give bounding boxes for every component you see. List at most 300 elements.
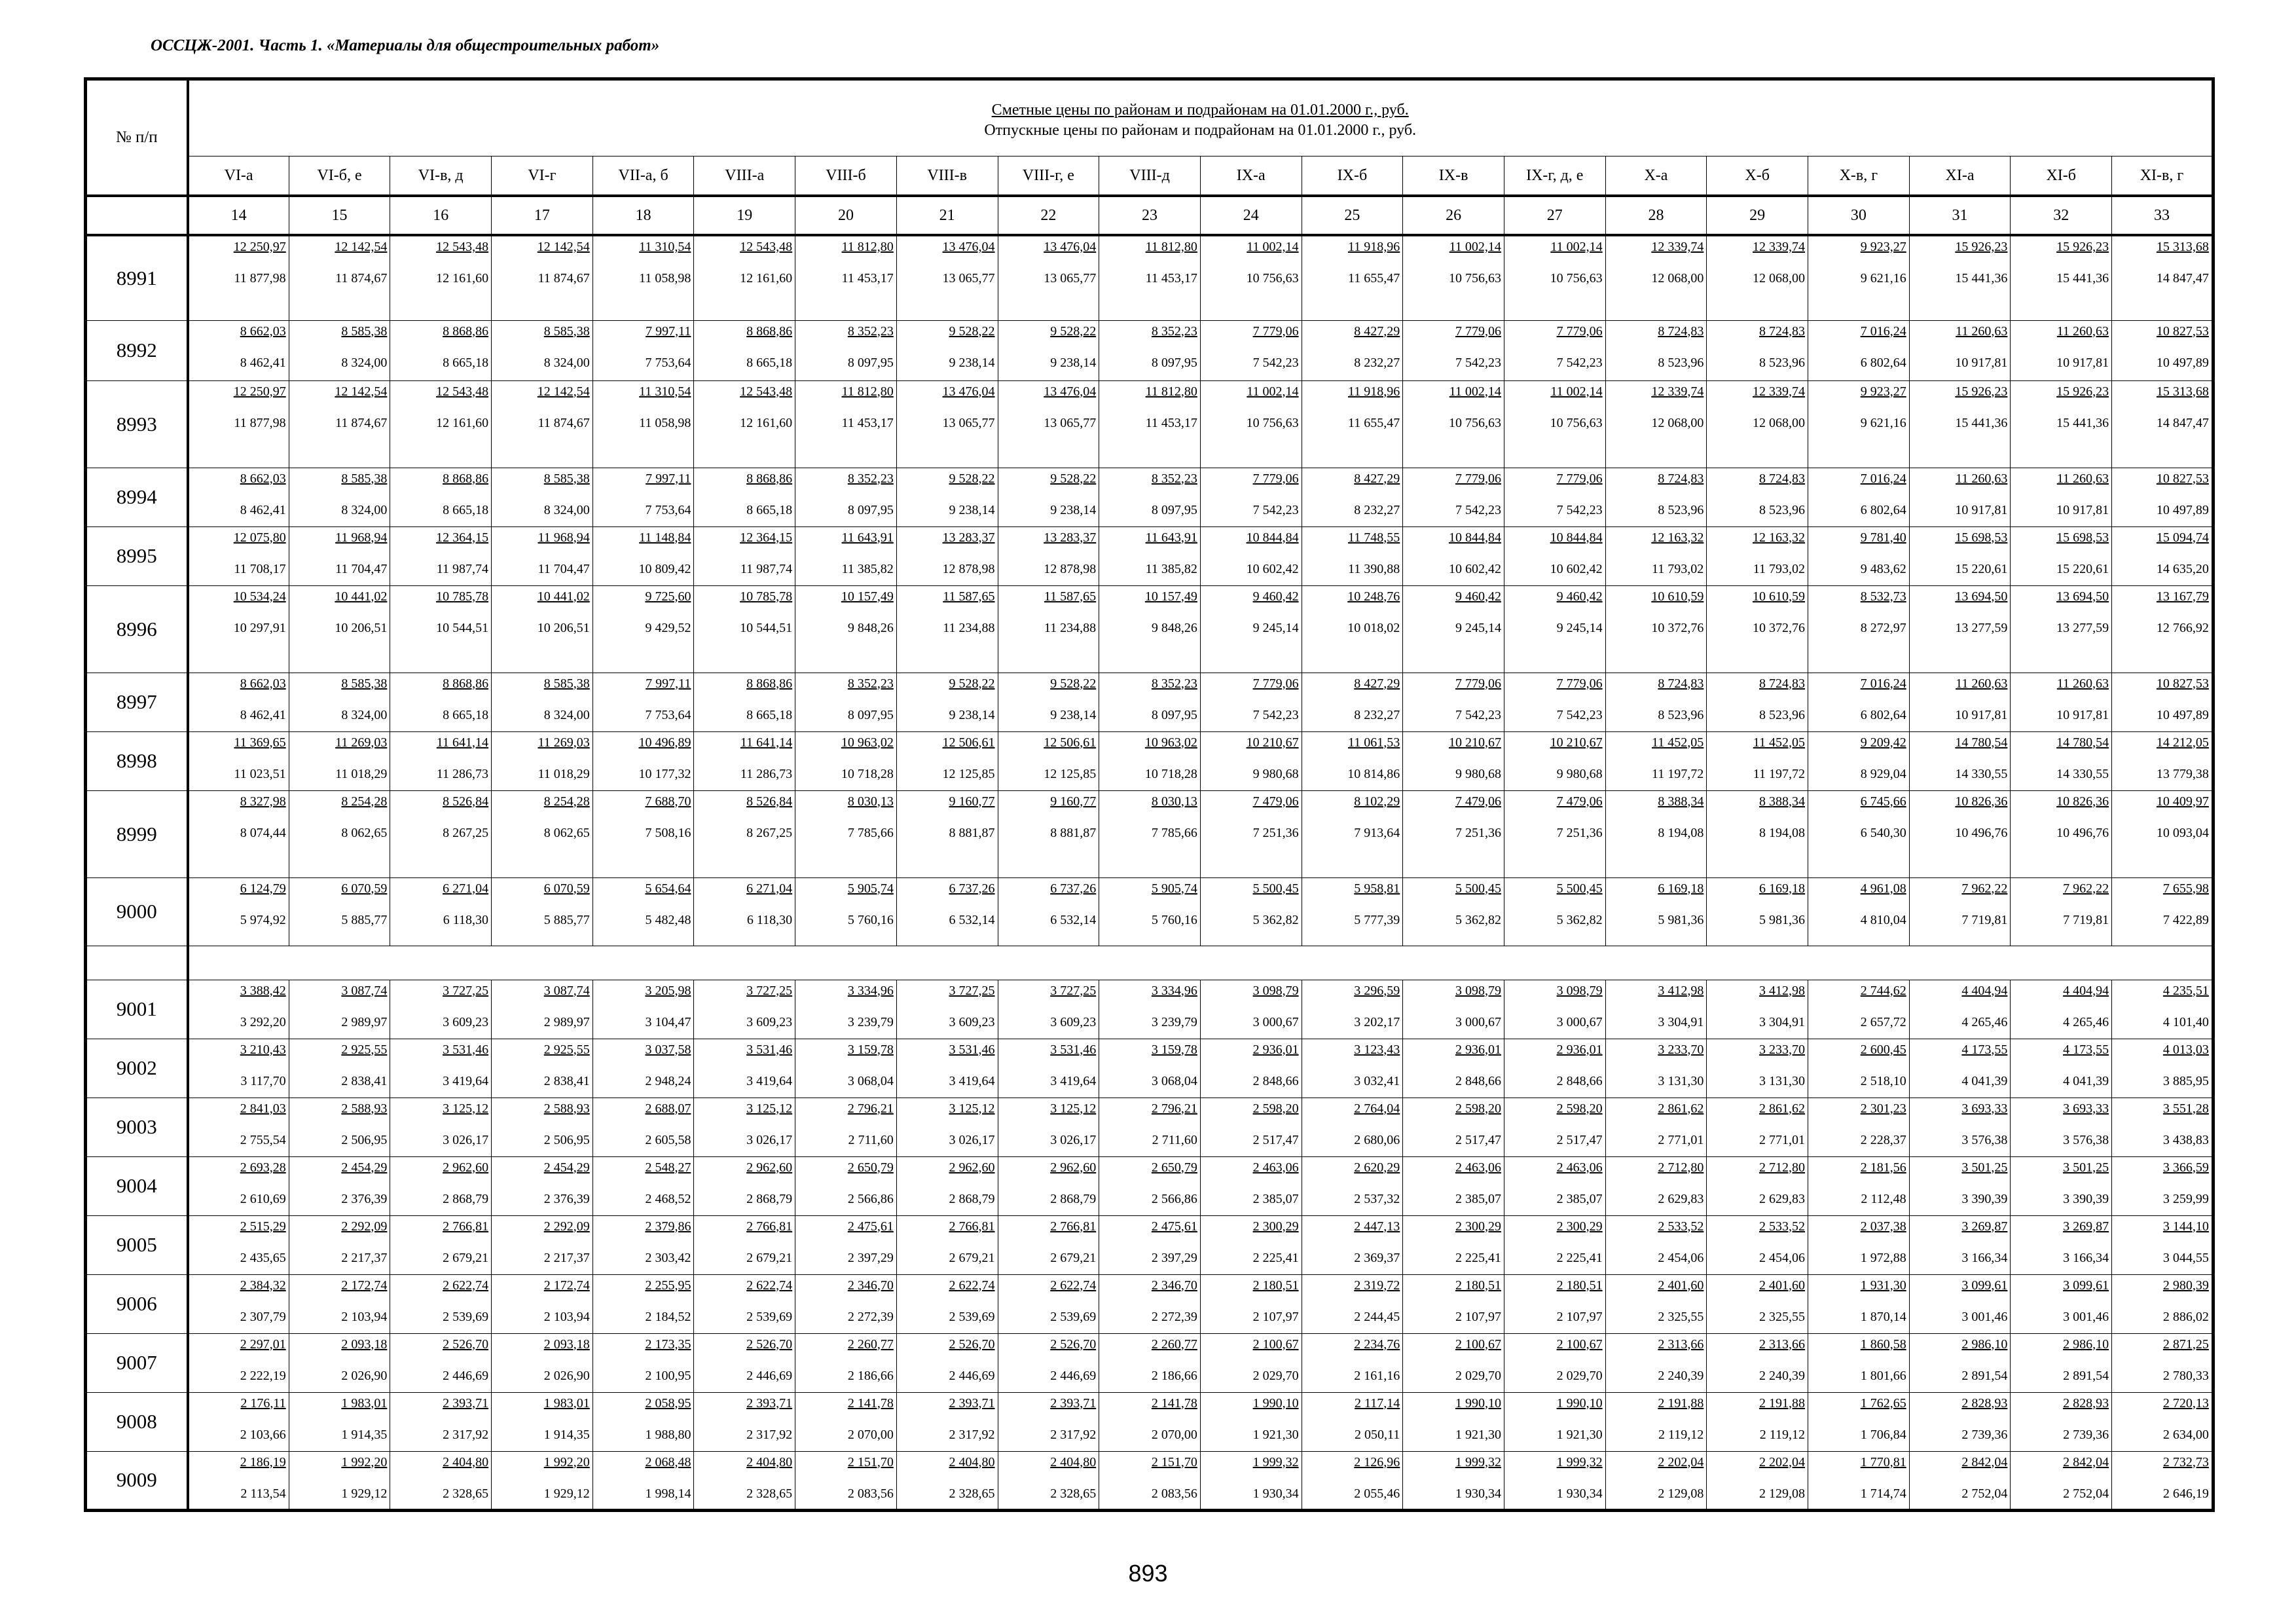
estimate-price: 7 779,06: [1556, 676, 1603, 691]
estimate-price: 3 159,78: [847, 1042, 894, 1057]
release-price: 11 023,51: [234, 766, 286, 781]
release-price: 2 780,33: [2162, 1368, 2209, 1383]
estimate-price: 3 099,61: [2063, 1278, 2109, 1293]
price-cell: [1403, 1215, 1504, 1274]
release-price: 2 385,07: [1455, 1191, 1501, 1206]
release-price: 11 058,98: [639, 415, 691, 430]
release-price: 10 756,63: [1448, 271, 1501, 286]
estimate-price: 8 352,23: [847, 471, 894, 486]
release-price: 8 324,00: [341, 502, 388, 517]
price-cell: [390, 980, 492, 1039]
estimate-price: 8 724,83: [1658, 471, 1704, 486]
row-number: 9000: [86, 877, 188, 946]
release-price: 3 166,34: [1961, 1250, 2008, 1265]
estimate-price: 3 296,59: [1354, 983, 1400, 998]
release-price: 2 506,95: [543, 1132, 590, 1147]
release-price: 2 605,58: [645, 1132, 691, 1147]
price-cell: [592, 1451, 694, 1510]
release-price: 3 001,46: [1961, 1309, 2008, 1324]
price-cell: [1200, 1392, 1302, 1451]
estimate-price: 13 476,04: [942, 384, 995, 399]
estimate-price: 2 141,78: [1151, 1395, 1197, 1411]
release-price: 14 330,55: [1955, 766, 2008, 781]
price-cell: [1099, 1156, 1201, 1215]
release-price: 12 161,60: [740, 415, 793, 430]
estimate-price: 12 142,54: [335, 240, 388, 254]
estimate-price: 2 861,62: [1658, 1101, 1704, 1116]
price-cell: [592, 235, 694, 320]
price-cell: [2112, 1215, 2214, 1274]
estimate-price: 8 868,86: [746, 676, 793, 691]
estimate-price: 2 712,80: [1658, 1160, 1704, 1175]
price-cell: [795, 673, 897, 731]
price-cell: [998, 320, 1099, 380]
price-cell: [896, 585, 998, 673]
estimate-price: 3 727,25: [443, 983, 489, 998]
release-price: 10 917,81: [1955, 707, 2008, 722]
price-cell: [1909, 1333, 2011, 1392]
estimate-price: 12 250,97: [233, 240, 286, 254]
price-cell: [188, 380, 289, 468]
region-header: X-б: [1707, 157, 1808, 196]
price-cell: [1504, 790, 1605, 877]
release-price: 2 838,41: [341, 1073, 388, 1088]
release-price: 13 065,77: [942, 271, 995, 286]
release-price: 9 245,14: [1455, 620, 1501, 635]
estimate-price: 9 528,22: [1050, 676, 1097, 691]
release-price: 2 506,95: [341, 1132, 388, 1147]
estimate-price: 2 712,80: [1759, 1160, 1805, 1175]
price-cell: [795, 1098, 897, 1156]
estimate-price: 2 100,67: [1556, 1337, 1603, 1352]
price-cell: [694, 673, 795, 731]
price-cell: [492, 1156, 593, 1215]
price-cell: [1200, 1156, 1302, 1215]
price-cell: [694, 380, 795, 468]
price-cell: [896, 980, 998, 1039]
release-price: 2 225,41: [1556, 1250, 1603, 1265]
release-price: 8 232,27: [1354, 502, 1400, 517]
release-price: 10 718,28: [1144, 766, 1197, 781]
estimate-price: 4 961,08: [1860, 881, 1906, 896]
release-price: 2 446,69: [443, 1368, 489, 1383]
row-number: 9006: [86, 1274, 188, 1333]
price-cell: [1808, 1392, 1910, 1451]
estimate-price: 7 779,06: [1252, 676, 1299, 691]
release-price: 11 453,17: [841, 271, 894, 286]
estimate-price: 13 283,37: [1044, 530, 1097, 545]
price-cell: [795, 877, 897, 946]
price-cell: [1605, 1451, 1707, 1510]
estimate-price: 2 313,66: [1759, 1337, 1805, 1352]
price-cell: [998, 1392, 1099, 1451]
price-cell: [289, 980, 390, 1039]
region-header: IX-б: [1302, 157, 1403, 196]
section-separator-row: [86, 946, 2214, 980]
estimate-price: 7 479,06: [1455, 794, 1501, 809]
estimate-price: 2 744,62: [1860, 983, 1906, 998]
release-price: 1 914,35: [543, 1427, 590, 1442]
estimate-price: 1 931,30: [1860, 1278, 1906, 1293]
estimate-price: 2 766,81: [443, 1219, 489, 1234]
estimate-price: 2 180,51: [1556, 1278, 1603, 1293]
estimate-price: 5 654,64: [645, 881, 691, 896]
release-price: 2 317,92: [443, 1427, 489, 1442]
price-cell: [1099, 790, 1201, 877]
release-price: 8 523,96: [1658, 502, 1704, 517]
table-row: [86, 1333, 2214, 1392]
release-price: 9 980,68: [1556, 766, 1603, 781]
release-price: 1 921,30: [1455, 1427, 1501, 1442]
column-number: 31: [1909, 196, 2011, 235]
release-price: 14 847,47: [2156, 271, 2209, 286]
price-cell: [188, 980, 289, 1039]
price-cell: [1909, 526, 2011, 585]
price-cell: [694, 1333, 795, 1392]
price-cell: [2112, 1098, 2214, 1156]
release-price: 8 665,18: [443, 707, 489, 722]
estimate-price: 2 404,80: [443, 1454, 489, 1469]
release-price: 5 760,16: [847, 912, 894, 927]
price-cell: [896, 1098, 998, 1156]
release-price: 9 621,16: [1860, 271, 1906, 286]
estimate-price: 8 585,38: [543, 471, 590, 486]
price-cell: [1200, 980, 1302, 1039]
estimate-price: 3 531,46: [949, 1042, 995, 1057]
price-cell: [1909, 585, 2011, 673]
price-cell: [1504, 980, 1605, 1039]
price-cell: [1302, 585, 1403, 673]
estimate-price: 8 724,83: [1658, 323, 1704, 339]
release-price: 7 508,16: [645, 825, 691, 840]
price-cell: [1605, 1274, 1707, 1333]
price-cell: [1099, 1039, 1201, 1098]
release-price: 11 793,02: [1753, 561, 1805, 576]
release-price: 12 161,60: [740, 271, 793, 286]
release-price: 8 523,96: [1759, 707, 1805, 722]
estimate-price: 11 812,80: [841, 240, 894, 254]
release-price: 2 103,66: [240, 1427, 286, 1442]
release-price: 8 324,00: [341, 355, 388, 370]
release-price: 2 240,39: [1658, 1368, 1704, 1383]
price-cell: [390, 1098, 492, 1156]
release-price: 2 225,41: [1455, 1250, 1501, 1265]
release-price: 11 385,82: [1145, 561, 1197, 576]
price-cell: [592, 320, 694, 380]
price-cell: [1099, 1098, 1201, 1156]
estimate-price: 2 463,06: [1455, 1160, 1501, 1175]
estimate-price: 7 779,06: [1252, 323, 1299, 339]
estimate-price: 11 260,63: [2056, 323, 2109, 339]
price-cell: [2112, 1156, 2214, 1215]
price-cell: [1909, 1098, 2011, 1156]
table-row: [86, 1274, 2214, 1333]
price-cell: [1909, 235, 2011, 320]
release-price: 3 390,39: [2063, 1191, 2109, 1206]
release-price: 2 240,39: [1759, 1368, 1805, 1383]
release-price: 1 921,30: [1252, 1427, 1299, 1442]
release-price: 3 419,64: [949, 1073, 995, 1088]
release-price: 7 542,23: [1455, 707, 1501, 722]
release-price: 3 438,83: [2162, 1132, 2209, 1147]
region-header: VI-в, д: [390, 157, 492, 196]
release-price: 2 868,79: [443, 1191, 489, 1206]
price-cell: [1605, 1392, 1707, 1451]
estimate-price: 13 694,50: [1955, 589, 2008, 604]
row-number: 9003: [86, 1098, 188, 1156]
estimate-price: 3 693,33: [2063, 1101, 2109, 1116]
estimate-price: 8 868,86: [443, 676, 489, 691]
price-cell: [1403, 1392, 1504, 1451]
release-price: 13 277,59: [1955, 620, 2008, 635]
estimate-price: 2 384,32: [240, 1278, 286, 1293]
release-price: 3 390,39: [1961, 1191, 2008, 1206]
estimate-price: 8 030,13: [1151, 794, 1197, 809]
price-cell: [2011, 1156, 2112, 1215]
release-price: 2 891,54: [2063, 1368, 2109, 1383]
release-price: 2 537,32: [1354, 1191, 1400, 1206]
release-price: 11 286,73: [436, 766, 489, 781]
price-cell: [795, 790, 897, 877]
release-price: 10 496,76: [1955, 825, 2008, 840]
price-cell: [390, 526, 492, 585]
release-price: 3 131,30: [1658, 1073, 1704, 1088]
price-cell: [1504, 468, 1605, 526]
table-row: [86, 790, 2214, 877]
price-cell: [492, 468, 593, 526]
estimate-price: 7 779,06: [1252, 471, 1299, 486]
release-price: 9 245,14: [1556, 620, 1603, 635]
release-price: 7 542,23: [1252, 502, 1299, 517]
estimate-price: 9 725,60: [645, 589, 691, 604]
estimate-price: 15 094,74: [2156, 530, 2209, 545]
price-cell: [1504, 877, 1605, 946]
release-price: 4 265,46: [2063, 1014, 2109, 1029]
price-cell: [289, 877, 390, 946]
estimate-price: 1 999,32: [1556, 1454, 1603, 1469]
price-table-title: [188, 79, 2214, 157]
price-cell: [694, 1156, 795, 1215]
estimate-price: 2 173,35: [645, 1337, 691, 1352]
price-cell: [998, 673, 1099, 731]
price-cell: [592, 1333, 694, 1392]
column-number: 19: [694, 196, 795, 235]
estimate-price: 2 588,93: [341, 1101, 388, 1116]
price-cell: [896, 1156, 998, 1215]
release-price: 6 118,30: [746, 912, 793, 927]
price-cell: [896, 790, 998, 877]
release-price: 2 446,69: [746, 1368, 793, 1383]
release-price: 7 542,23: [1455, 355, 1501, 370]
region-header-row: [86, 157, 2214, 196]
price-cell: [795, 1451, 897, 1510]
price-cell: [1605, 1333, 1707, 1392]
release-price: 11 874,67: [538, 415, 590, 430]
price-cell: [1403, 585, 1504, 673]
price-cell: [1403, 1274, 1504, 1333]
estimate-price: 3 144,10: [2162, 1219, 2209, 1234]
release-price: 10 297,91: [233, 620, 286, 635]
price-cell: [1808, 1039, 1910, 1098]
release-price: 2 303,42: [645, 1250, 691, 1265]
estimate-price: 15 926,23: [1955, 240, 2008, 254]
price-cell: [1200, 1333, 1302, 1392]
release-price: 11 453,17: [1145, 415, 1197, 430]
release-price: 10 177,32: [638, 766, 691, 781]
release-price: 4 810,04: [1860, 912, 1906, 927]
table-row: [86, 468, 2214, 526]
price-cell: [1808, 980, 1910, 1039]
price-cell: [1099, 320, 1201, 380]
row-number: 9005: [86, 1215, 188, 1274]
release-price: 2 446,69: [1050, 1368, 1097, 1383]
estimate-price: 11 918,96: [1347, 240, 1400, 254]
release-price: 10 206,51: [335, 620, 388, 635]
price-cell: [1200, 585, 1302, 673]
price-cell: [1707, 1215, 1808, 1274]
release-price: 2 317,92: [1050, 1427, 1097, 1442]
price-cell: [289, 1333, 390, 1392]
release-price: 10 809,42: [638, 561, 691, 576]
estimate-price: 2 598,20: [1455, 1101, 1501, 1116]
release-price: 10 497,89: [2156, 707, 2209, 722]
release-price: 2 711,60: [1152, 1132, 1197, 1147]
price-cell: [998, 1156, 1099, 1215]
price-cell: [1403, 877, 1504, 946]
table-row: [86, 320, 2214, 380]
price-cell: [2011, 877, 2112, 946]
price-cell: [188, 320, 289, 380]
release-price: 2 679,21: [443, 1250, 489, 1265]
table-row: [86, 526, 2214, 585]
release-price: 3 000,67: [1556, 1014, 1603, 1029]
price-cell: [795, 1274, 897, 1333]
estimate-price: 9 460,42: [1556, 589, 1603, 604]
column-number: 30: [1808, 196, 1910, 235]
estimate-price: 1 860,58: [1860, 1337, 1906, 1352]
price-cell: [592, 731, 694, 790]
price-cell: [289, 790, 390, 877]
price-cell: [1403, 790, 1504, 877]
release-price: 10 917,81: [2056, 707, 2109, 722]
release-price: 2 891,54: [1961, 1368, 2008, 1383]
price-cell: [2112, 1274, 2214, 1333]
estimate-price: 3 159,78: [1151, 1042, 1197, 1057]
estimate-price: 7 779,06: [1455, 676, 1501, 691]
release-price: 1 706,84: [1860, 1427, 1906, 1442]
release-price: 2 119,12: [1759, 1427, 1805, 1442]
release-price: 5 974,92: [240, 912, 286, 927]
estimate-price: 2 379,86: [645, 1219, 691, 1234]
price-cell: [1707, 235, 1808, 320]
estimate-price: 8 388,34: [1759, 794, 1805, 809]
estimate-price: 11 002,14: [1449, 240, 1501, 254]
price-cell: [592, 380, 694, 468]
release-price: 11 234,88: [1044, 620, 1097, 635]
release-price: 8 097,95: [847, 355, 894, 370]
price-cell: [1605, 235, 1707, 320]
estimate-price: 2 986,10: [2063, 1337, 2109, 1352]
estimate-price: 2 141,78: [847, 1395, 894, 1411]
estimate-price: 12 543,48: [436, 240, 489, 254]
release-price: 2 029,70: [1556, 1368, 1603, 1383]
row-number: 9009: [86, 1451, 188, 1510]
release-price: 15 441,36: [1955, 271, 2008, 286]
release-price: 13 065,77: [1044, 271, 1097, 286]
price-cell: [2011, 1098, 2112, 1156]
price-cell: [1403, 526, 1504, 585]
release-price: 10 544,51: [436, 620, 489, 635]
price-cell: [1200, 526, 1302, 585]
price-cell: [2112, 320, 2214, 380]
release-price: 5 981,36: [1759, 912, 1805, 927]
release-price: 3 419,64: [1050, 1073, 1097, 1088]
estimate-price: 3 125,12: [1050, 1101, 1097, 1116]
estimate-price: 10 210,67: [1246, 735, 1299, 750]
price-cell: [188, 1215, 289, 1274]
estimate-price: 15 698,53: [1955, 530, 2008, 545]
estimate-price: 9 460,42: [1455, 589, 1501, 604]
estimate-price: 11 918,96: [1347, 384, 1400, 399]
price-cell: [1302, 673, 1403, 731]
release-price: 2 948,24: [645, 1073, 691, 1088]
release-price: 9 980,68: [1252, 766, 1299, 781]
estimate-price: 11 748,55: [1347, 530, 1400, 545]
release-price: 2 107,97: [1556, 1309, 1603, 1324]
estimate-price: 1 983,01: [341, 1395, 388, 1411]
price-cell: [1302, 877, 1403, 946]
price-cell: [1808, 468, 1910, 526]
estimate-price: 3 412,98: [1658, 983, 1704, 998]
price-cell: [2011, 380, 2112, 468]
estimate-price: 8 388,34: [1658, 794, 1704, 809]
price-cell: [1099, 235, 1201, 320]
price-cell: [289, 320, 390, 380]
estimate-price: 7 479,06: [1556, 794, 1603, 809]
price-cell: [896, 468, 998, 526]
estimate-price: 9 460,42: [1252, 589, 1299, 604]
estimate-price: 2 622,74: [746, 1278, 793, 1293]
estimate-price: 2 598,20: [1252, 1101, 1299, 1116]
price-cell: [289, 1098, 390, 1156]
row-number: 8994: [86, 468, 188, 526]
estimate-price: 10 157,49: [841, 589, 894, 604]
estimate-price: 11 812,80: [841, 384, 894, 399]
release-price: 2 029,70: [1455, 1368, 1501, 1383]
price-cell: [694, 320, 795, 380]
estimate-price: 12 075,80: [233, 530, 286, 545]
estimate-price: 2 151,70: [847, 1454, 894, 1469]
release-price: 7 719,81: [1961, 912, 2008, 927]
price-cell: [592, 1098, 694, 1156]
price-cell: [592, 526, 694, 585]
price-cell: [188, 731, 289, 790]
estimate-price: 11 310,54: [639, 240, 691, 254]
price-cell: [1707, 526, 1808, 585]
release-price: 12 878,98: [942, 561, 995, 576]
estimate-price: 2 622,74: [443, 1278, 489, 1293]
estimate-price: 9 160,77: [1050, 794, 1097, 809]
release-price: 2 328,65: [746, 1486, 793, 1501]
price-cell: [1605, 731, 1707, 790]
price-cell: [896, 1451, 998, 1510]
estimate-price: 3 037,58: [645, 1042, 691, 1057]
price-cell: [390, 380, 492, 468]
release-price: 2 468,52: [645, 1191, 691, 1206]
estimate-price: 5 905,74: [847, 881, 894, 896]
estimate-price: 11 002,14: [1550, 384, 1603, 399]
release-price: 3 239,79: [847, 1014, 894, 1029]
